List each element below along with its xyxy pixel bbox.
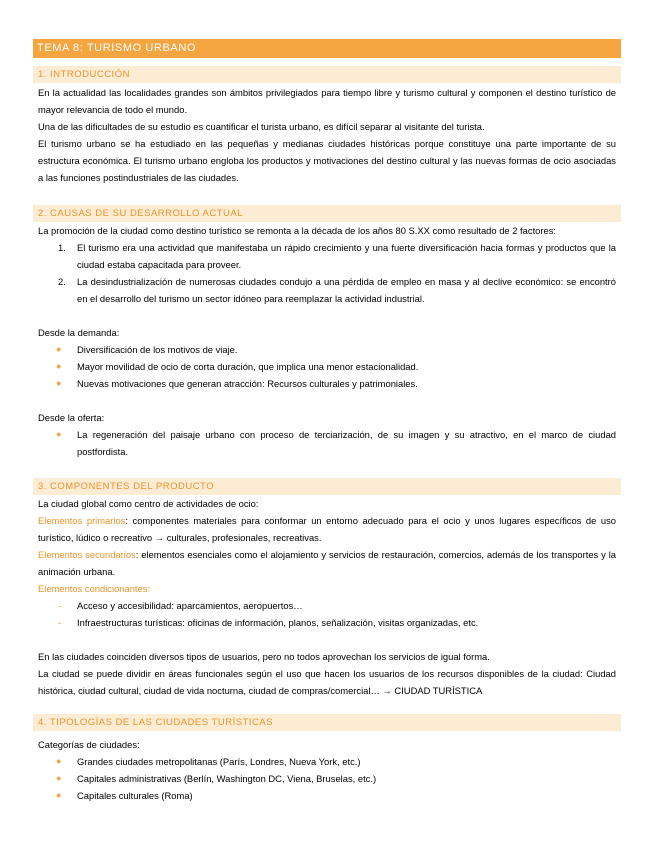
section-heading-componentes: 3. COMPONENTES DEL PRODUCTO bbox=[33, 478, 621, 495]
primary-label: Elementos primarios bbox=[38, 515, 126, 526]
section-body-introduccion bbox=[38, 84, 616, 186]
bullet-icon: ● bbox=[56, 773, 62, 783]
paragraph: La ciudad global como centro de actividades de ocio: bbox=[38, 498, 259, 509]
subheading-demand: Desde la demanda: bbox=[38, 327, 120, 338]
section-heading-causas: 2. CAUSAS DE SU DESARROLLO ACTUAL bbox=[33, 205, 621, 222]
dash-icon: - bbox=[58, 600, 62, 611]
paragraph: En las ciudades coinciden diversos tipos de usuarios, pero no todos aprovechan los servicios de igual forma. bbox=[38, 651, 490, 662]
list-item-text: Grandes ciudades metropolitanas (París, Londres, Nueva York, etc.) bbox=[77, 756, 361, 767]
conditioning-label: Elementos condicionantes: bbox=[38, 583, 151, 594]
demand-list bbox=[38, 341, 616, 392]
dash-icon: - bbox=[58, 617, 62, 628]
secondary-label: Elementos secundarios bbox=[38, 549, 136, 560]
secondary-text: : elementos esenciales como el alojamiento y servicios de restauración, comercios, además de los transportes y la animación urbana. bbox=[38, 549, 616, 577]
list-item-text: Acceso y accesibilidad: aparcamientos, aeropuertos… bbox=[77, 600, 303, 611]
primary-text: : componentes materiales para conformar un entorno adecuado para el ocio y unos lugares específicos de uso turístico, lúdico o recreativo → culturales, profesionales, recreativas. bbox=[38, 515, 616, 543]
list-item-text: Capitales culturales (Roma) bbox=[77, 790, 193, 801]
spacer bbox=[38, 307, 616, 324]
list-item-text: Diversificación de los motivos de viaje. bbox=[77, 344, 238, 355]
paragraph: En la actualidad las localidades grandes son ámbitos privilegiados para tiempo libre y turismo cultural y componen el destino turístico de mayor relevancia de todo el mundo. bbox=[38, 87, 616, 115]
list-item bbox=[38, 614, 616, 631]
paragraph: Una de las dificultades de su estudio es cuantificar el turista urbano, es difícil separar al visitante del turista. bbox=[38, 121, 485, 132]
list-item-text: La desindustrialización de numerosas ciudades condujo a una pérdida de empleo en masa y al declive económico: se encontró en el desarrollo del turismo un sector idóneo para reemplazar la actividad industrial. bbox=[77, 276, 616, 304]
section-heading-tipologias: 4. TIPOLOGÍAS DE LAS CIUDADES TURÍSTICAS bbox=[33, 714, 621, 731]
section-body-tipologias bbox=[38, 736, 616, 804]
document-title: TEMA 8: TURISMO URBANO bbox=[33, 39, 621, 58]
list-item-text: La regeneración del paisaje urbano con proceso de terciarización, de su imagen y su atractivo, en el marco de ciudad postfordista. bbox=[77, 429, 616, 457]
list-item-text: Capitales administrativas (Berlín, Washington DC, Viena, Bruselas, etc.) bbox=[77, 773, 377, 784]
list-item bbox=[38, 375, 616, 392]
list-item-text: Nuevas motivaciones que generan atracción: Recursos culturales y patrimoniales. bbox=[77, 378, 418, 389]
list-item bbox=[38, 239, 616, 273]
conditioning-list bbox=[38, 597, 616, 631]
list-item bbox=[38, 426, 616, 460]
list-item bbox=[38, 787, 616, 804]
section-heading-introduccion: 1. INTRODUCCIÓN bbox=[33, 66, 621, 83]
list-item bbox=[38, 753, 616, 770]
list-item bbox=[38, 597, 616, 614]
list-number: 1. bbox=[58, 242, 66, 253]
paragraph: Categorías de ciudades: bbox=[38, 739, 140, 750]
list-item-text: El turismo era una actividad que manifestaba un rápido crecimiento y una fuerte diversificación hacia formas y productos que la ciudad estaba capacitada para proveer. bbox=[77, 242, 616, 270]
list-item bbox=[38, 341, 616, 358]
bullet-icon: ● bbox=[56, 429, 62, 439]
list-item bbox=[38, 273, 616, 307]
list-item bbox=[38, 770, 616, 787]
paragraph-primary bbox=[38, 512, 616, 546]
list-item-text: Infraestructuras turísticas: oficinas de información, planos, señalización, visitas organizadas, etc. bbox=[77, 617, 479, 628]
bullet-icon: ● bbox=[56, 378, 62, 388]
categories-list bbox=[38, 753, 616, 804]
paragraph-secondary bbox=[38, 546, 616, 580]
bullet-icon: ● bbox=[56, 361, 62, 371]
list-item-text: Mayor movilidad de ocio de corta duración, que implica una menor estacionalidad. bbox=[77, 361, 419, 372]
spacer bbox=[38, 392, 616, 409]
factors-list bbox=[38, 239, 616, 307]
list-item bbox=[38, 358, 616, 375]
section-body-componentes bbox=[38, 495, 616, 699]
section-body-causas bbox=[38, 222, 616, 460]
bullet-icon: ● bbox=[56, 790, 62, 800]
paragraph: La promoción de la ciudad como destino turístico se remonta a la década de los años 80 S.XX como resultado de 2 factores: bbox=[38, 225, 557, 236]
bullet-icon: ● bbox=[56, 344, 62, 354]
list-number: 2. bbox=[58, 276, 66, 287]
paragraph: La ciudad se puede dividir en áreas funcionales según el uso que hacen los usuarios de los recursos disponibles de la ciudad: Ciudad histórica, ciudad cultural, ciudad de vida nocturna, ciudad de compras/comercial… → CIUDAD TURÍSTICA bbox=[38, 668, 616, 696]
paragraph: El turismo urbano se ha estudiado en las pequeñas y medianas ciudades históricas porque constituye una parte importante de su estructura económica. El turismo urbano engloba los productos y motivaciones del destino cultural y las nuevas formas de ocio asociadas a las funciones postindustriales de las ciudades. bbox=[38, 138, 616, 183]
bullet-icon: ● bbox=[56, 756, 62, 766]
subheading-supply: Desde la oferta: bbox=[38, 412, 105, 423]
supply-list bbox=[38, 426, 616, 460]
spacer bbox=[38, 631, 616, 648]
